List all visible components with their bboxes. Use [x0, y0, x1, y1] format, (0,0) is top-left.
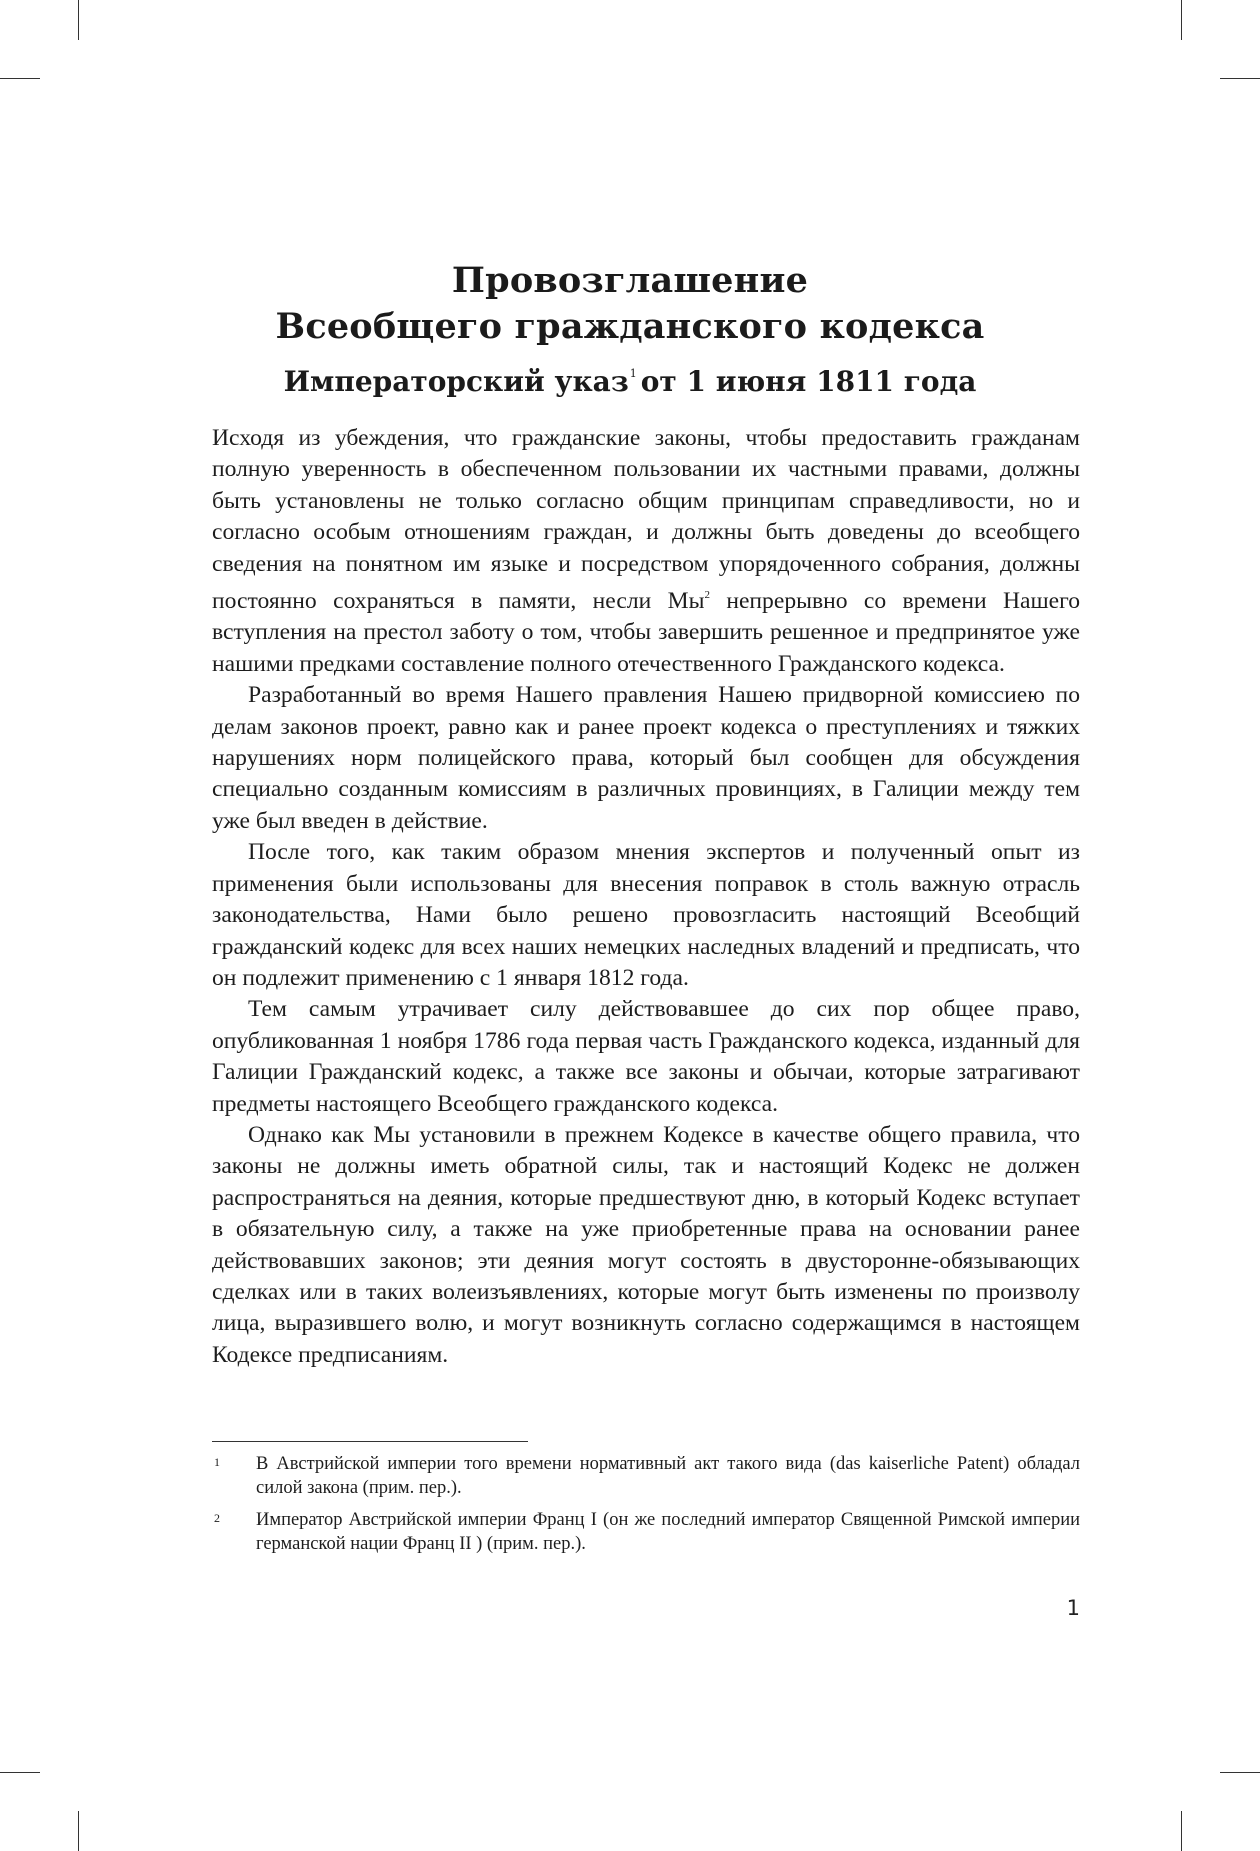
crop-mark-top-right-h	[1220, 78, 1260, 79]
page-subtitle	[0, 354, 1260, 402]
body-text	[212, 423, 1080, 1371]
footnote-ref-2[interactable]: 2	[704, 589, 710, 602]
footnote-2-text: Император Австрийской империи Франц I (он же последний император Священной Римской империи германской нации Франц II ) (прим. пер.).	[256, 1510, 1080, 1554]
footnote-ref-1[interactable]: 1	[629, 367, 637, 380]
crop-mark-bottom-left	[78, 1811, 79, 1851]
footnote-2-number: 2	[214, 1511, 220, 1525]
footnote-divider	[212, 1441, 528, 1442]
footnote-1	[212, 1452, 1080, 1500]
title-block	[0, 258, 1260, 402]
page-number: 1	[1066, 1596, 1080, 1620]
paragraph-5: Однако как Мы установили в прежнем Кодексе в качестве общего правила, что законы не должны иметь обратной силы, так и настоящий Кодекс не должен распространяться на деяния, которые предшествуют дню, в который Кодекс вступает в обязательную силу, а также на уже приобретенные права на основании ранее действовавших законов; эти деяния могут состоять в двусторонне-обязывающих сделках или в таких волеизъявлениях, которые могут быть изменены по произволу лица, выразившего волю, и могут возникнуть согласно содержащимся в настоящем Кодексе предписаниям.	[212, 1121, 1080, 1368]
crop-mark-top-left-h	[0, 78, 40, 79]
footnote-1-text: В Австрийской империи того времени нормативный акт такого вида (das kaiserliche Patent) обладал силой закона (прим. пер.).	[256, 1454, 1080, 1498]
crop-mark-bottom-right-h	[1220, 1772, 1260, 1773]
crop-mark-bottom-right	[1181, 1811, 1182, 1851]
paragraph-2: Разработанный во время Нашего правления Нашею придворной комиссиею по делам законов проект, равно как и ранее проект кодекса о преступлениях и тяжких нарушениях норм полицейского права, который был сообщен для обсуждения специально созданным комиссиям в различных провинциях, в Галиции между тем уже был введен в действие.	[212, 682, 1080, 834]
paragraph-1-part-a: Исходя из убеждения, что гражданские законы, чтобы предоставить гражданам полную уверенность в обеспеченном пользовании их частными правами, должны быть установлены не только согласно общим принципам справедливости, но и согласно особым отношениям граждан, и должны быть доведены до всеобщего сведения на понятном им языке и посредством упорядоченного собрания, должны постоянно сохраняться в памяти, несли Мы	[212, 425, 1080, 615]
footnotes	[212, 1452, 1080, 1564]
footnote-2	[212, 1508, 1080, 1556]
paragraph-1-part-b: непрерывно со времени Нашего вступления на престол заботу о том, чтобы завершить решенное и предпринятое уже нашими предками составление полного отечественного Гражданского кодекса.	[212, 588, 1081, 677]
crop-mark-top-right	[1181, 0, 1182, 40]
page-title-line-2: Всеобщего гражданского кодекса	[275, 306, 985, 347]
paragraph-3: После того, как таким образом мнения экспертов и полученный опыт из применения были использованы для внесения поправок в столь важную отрасль законодательства, Нами было решено провозгласить настоящий Всеобщий гражданский кодекс для всех наших немецких наследных владений и предписать, что он подлежит применению с 1 января 1812 года.	[212, 839, 1080, 991]
crop-mark-top-left	[78, 0, 79, 40]
crop-mark-bottom-left-h	[0, 1772, 40, 1773]
paragraph-1	[212, 423, 1080, 680]
subtitle-text-before: Императорский указ	[283, 365, 629, 398]
subtitle-text-after: от 1 июня 1811 года	[640, 365, 977, 398]
footnote-1-number: 1	[214, 1455, 220, 1469]
page-title-line-1: Провозглашение	[451, 260, 809, 301]
paragraph-4: Тем самым утрачивает силу действовавшее до сих пор общее право, опубликованная 1 ноября 1786 года первая часть Гражданского кодекса, изданный для Галиции Гражданский кодекс, а также все законы и обычаи, которые затрагивают предметы настоящего Всеобщего гражданского кодекса.	[212, 996, 1080, 1117]
